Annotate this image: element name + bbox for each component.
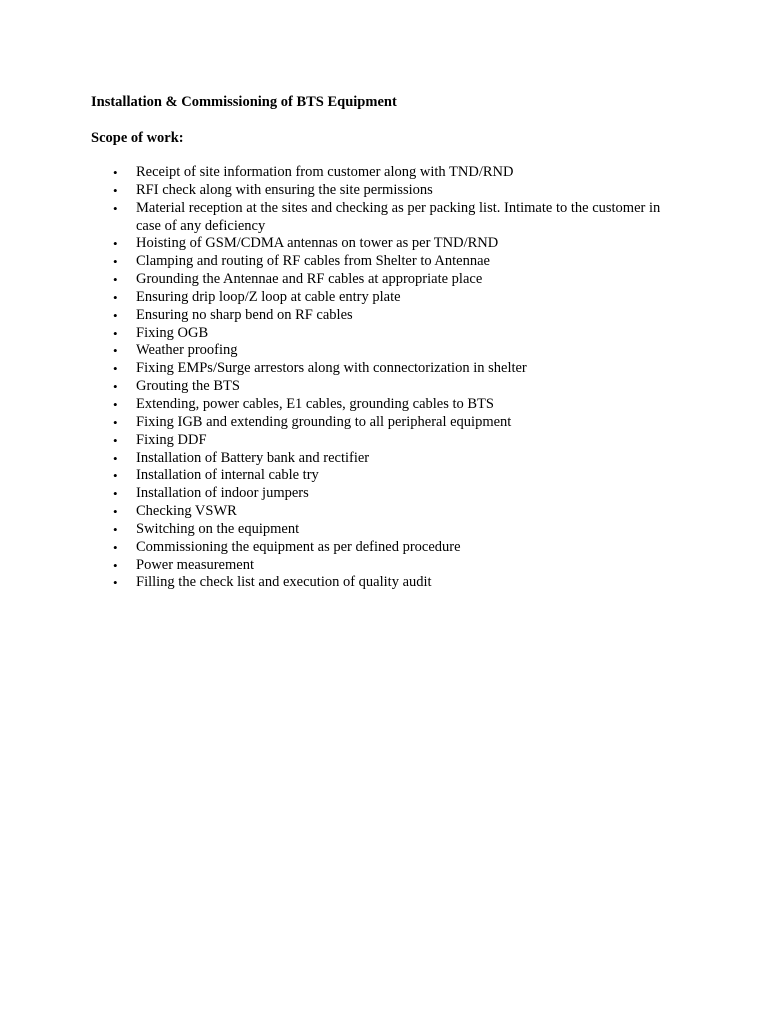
bullet-icon: • bbox=[113, 539, 118, 555]
list-item bbox=[0, 485, 676, 503]
bullet-icon: • bbox=[113, 165, 118, 180]
list-item-text: Weather proofing bbox=[136, 342, 238, 359]
list-item-text: Commissioning the equipment as per defined procedure bbox=[136, 538, 461, 555]
list-item-text: Fixing OGB bbox=[136, 324, 209, 341]
bullet-icon: • bbox=[113, 307, 118, 323]
bullet-icon: • bbox=[113, 254, 118, 270]
bullet-icon: • bbox=[113, 521, 118, 537]
list-item-text: Extending, power cables, E1 cables, grounding cables to BTS bbox=[136, 395, 494, 412]
scope-of-work-list bbox=[0, 164, 768, 592]
list-item-text: Clamping and routing of RF cables from Shelter to Antennae bbox=[136, 253, 490, 270]
list-item-text: Grounding the Antennae and RF cables at appropriate place bbox=[136, 271, 483, 288]
list-item-text: Ensuring drip loop/Z loop at cable entry plate bbox=[136, 288, 401, 305]
bullet-icon: • bbox=[113, 557, 118, 573]
list-item bbox=[0, 414, 676, 432]
bullet-icon: • bbox=[113, 325, 118, 341]
list-item bbox=[0, 360, 676, 378]
list-item-text: Ensuring no sharp bend on RF cables bbox=[136, 306, 353, 323]
list-item bbox=[0, 574, 676, 592]
scope-heading: Scope of work: bbox=[91, 130, 184, 146]
list-item bbox=[0, 164, 676, 182]
bullet-icon: • bbox=[113, 200, 118, 216]
list-item-text: Fixing DDF bbox=[136, 431, 207, 448]
list-item bbox=[0, 450, 676, 468]
list-item-text: RFI check along with ensuring the site permissions bbox=[136, 181, 433, 198]
bullet-icon: • bbox=[113, 182, 118, 198]
list-item-text: Fixing EMPs/Surge arrestors along with connectorization in shelter bbox=[136, 360, 527, 377]
bullet-icon: • bbox=[113, 486, 118, 502]
list-item bbox=[0, 253, 676, 271]
list-item bbox=[0, 432, 676, 450]
list-item-text: Checking VSWR bbox=[136, 503, 237, 520]
bullet-icon: • bbox=[113, 236, 118, 252]
bullet-icon: • bbox=[113, 575, 118, 591]
list-item bbox=[0, 521, 676, 539]
list-item bbox=[0, 289, 676, 307]
list-item bbox=[0, 200, 676, 236]
list-item-text: Grouting the BTS bbox=[136, 378, 240, 395]
list-item-text: Receipt of site information from customer along with TND/RND bbox=[136, 164, 514, 180]
list-item bbox=[0, 539, 676, 557]
list-item bbox=[0, 235, 676, 253]
list-item-text: Filling the check list and execution of quality audit bbox=[136, 574, 432, 591]
list-item-text: Switching on the equipment bbox=[136, 520, 300, 537]
list-item bbox=[0, 557, 676, 575]
list-item bbox=[0, 271, 676, 289]
list-item bbox=[0, 378, 676, 396]
list-item bbox=[0, 325, 676, 343]
list-item bbox=[0, 503, 676, 521]
list-item bbox=[0, 396, 676, 414]
bullet-icon: • bbox=[113, 343, 118, 359]
bullet-icon: • bbox=[113, 379, 118, 395]
list-item-text: Installation of indoor jumpers bbox=[136, 485, 309, 502]
list-item-text: Installation of internal cable try bbox=[136, 467, 319, 484]
bullet-icon: • bbox=[113, 432, 118, 448]
list-item-text: Fixing IGB and extending grounding to all peripheral equipment bbox=[136, 413, 512, 430]
list-item-text: Material reception at the sites and checking as per packing list. Intimate to the customer in case of any deficiency bbox=[136, 199, 661, 234]
list-item bbox=[0, 342, 676, 360]
bullet-icon: • bbox=[113, 504, 118, 520]
bullet-icon: • bbox=[113, 361, 118, 377]
bullet-icon: • bbox=[113, 272, 118, 288]
list-item-text: Power measurement bbox=[136, 556, 254, 573]
list-item bbox=[0, 307, 676, 325]
bullet-icon: • bbox=[113, 414, 118, 430]
list-item-text: Installation of Battery bank and rectifier bbox=[136, 449, 370, 466]
bullet-icon: • bbox=[113, 396, 118, 412]
list-item bbox=[0, 467, 676, 485]
list-item-text: Hoisting of GSM/CDMA antennas on tower as per TND/RND bbox=[136, 235, 499, 252]
bullet-icon: • bbox=[113, 289, 118, 305]
bullet-icon: • bbox=[113, 450, 118, 466]
bullet-icon: • bbox=[113, 468, 118, 484]
list-item bbox=[0, 182, 676, 200]
document-title: Installation & Commissioning of BTS Equipment bbox=[91, 94, 397, 110]
